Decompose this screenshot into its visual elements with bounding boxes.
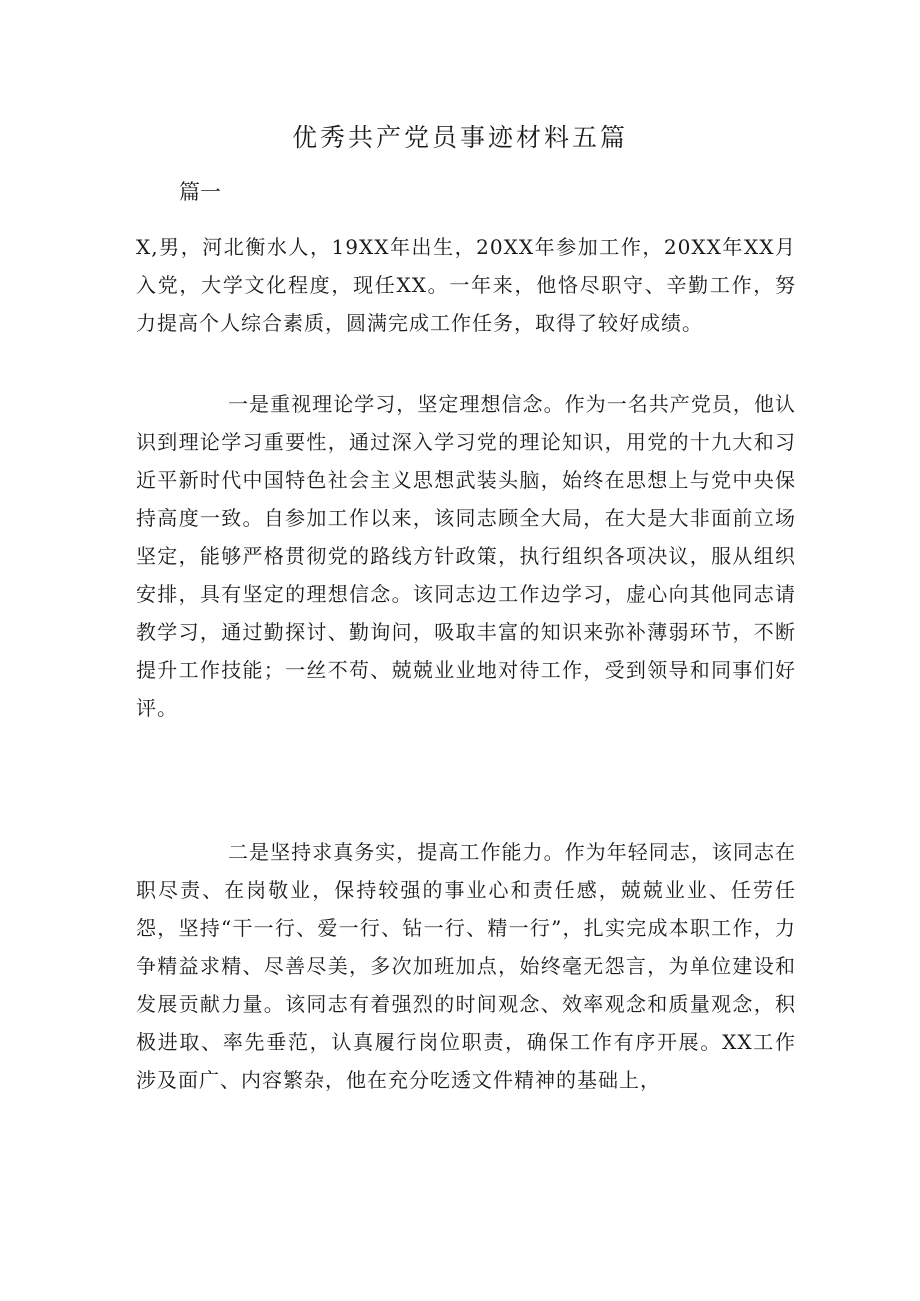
paragraph-work-ability: 二是坚持求真务实，提高工作能力。作为年轻同志，该同志在职尽责、在岗敬业，保持较强的事业心和责任感，兢兢业业、任劳任怨，坚持“干一行、爱一行、钻一行、精一行”，扎实完成本职工作，力争精益求精、尽善尽美，多次加班加点，始终毫无怨言，为单位建设和发展贡献力量。该同志有着强烈的时间观念、效率观念和质量观念，积极进取、率先垂范，认真履行岗位职责，确保工作有序开展。XX工作涉及面广、内容繁杂，他在充分吃透文件精神的基础上，	[136, 840, 796, 1092]
paragraph-theory-study: 一是重视理论学习，坚定理想信念。作为一名共产党员，他认识到理论学习重要性，通过深入学习党的理论知识，用党的十九大和习近平新时代中国特色社会主义思想武装头脑，始终在思想上与党中央保持高度一致。自参加工作以来，该同志顾全大局，在大是大非面前立场坚定，能够严格贯彻党的路线方针政策，执行组织各项决议，服从组织安排，具有坚定的理想信念。该同志边工作边学习，虚心向其他同志请教学习，通过勤探讨、勤询问，吸取丰富的知识来弥补薄弱环节，不断提升工作技能；一丝不苟、兢兢业业地对待工作，受到领导和同事们好评。	[136, 392, 796, 720]
document-title: 优秀共产党员事迹材料五篇	[291, 123, 628, 152]
section-label: 篇一	[179, 180, 221, 204]
paragraph-intro: X,男，河北衡水人，19XX年出生，20XX年参加工作，20XX年XX月入党，大学文化程度，现任XX。一年来，他恪尽职守、辛勤工作，努力提高个人综合素质，圆满完成工作任务，取得了较好成绩。	[136, 235, 796, 335]
